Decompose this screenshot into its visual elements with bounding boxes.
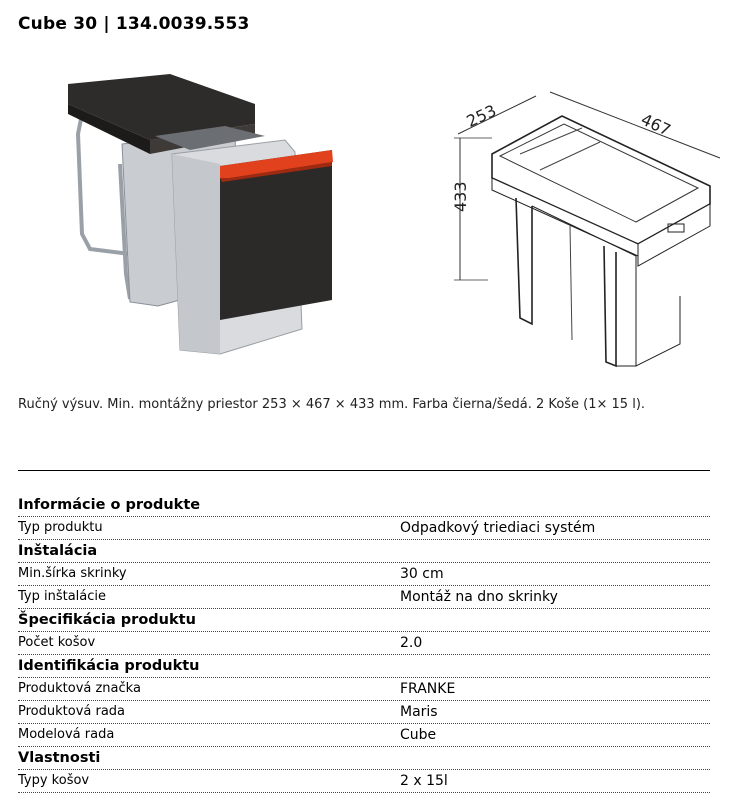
product-description: Ručný výsuv. Min. montážny priestor 253 × 467 × 433 mm. Farba čierna/šedá. 2 Koše (1× 15 l). xyxy=(18,397,646,412)
row-value: 2 x 15l xyxy=(400,773,448,789)
technical-drawing xyxy=(440,86,725,376)
table-row xyxy=(18,678,710,701)
row-label: Produktová značka xyxy=(18,681,141,696)
spec-table xyxy=(18,494,710,793)
row-label: Min.šírka skrinky xyxy=(18,566,127,581)
row-label: Modelová rada xyxy=(18,727,115,742)
section-heading: Vlastnosti xyxy=(18,747,710,770)
section-heading: Identifikácia produktu xyxy=(18,655,710,678)
row-value: Maris xyxy=(400,704,438,720)
row-label: Produktová rada xyxy=(18,704,126,719)
width-dimension: 253 xyxy=(463,100,500,131)
row-value: Montáž na dno skrinky xyxy=(400,589,558,605)
row-label: Typy košov xyxy=(18,773,90,788)
row-value: Cube xyxy=(400,727,437,743)
table-row xyxy=(18,724,710,747)
row-value: Odpadkový triediaci systém xyxy=(400,520,596,536)
page-title: Cube 30 | 134.0039.553 xyxy=(18,14,250,34)
depth-dimension: 467 xyxy=(638,109,674,140)
row-value: 30 cm xyxy=(400,566,444,582)
table-row xyxy=(18,586,710,609)
section-heading: Informácie o produkte xyxy=(18,494,710,517)
product-photo xyxy=(60,74,340,359)
table-row xyxy=(18,701,710,724)
row-label: Typ produktu xyxy=(18,520,103,535)
table-row xyxy=(18,563,710,586)
row-value: FRANKE xyxy=(400,681,456,697)
height-dimension: 433 xyxy=(451,181,470,212)
section-divider xyxy=(18,470,710,471)
table-row xyxy=(18,517,710,540)
row-label: Typ inštalácie xyxy=(18,589,107,604)
table-row xyxy=(18,770,710,793)
row-label: Počet košov xyxy=(18,635,96,650)
section-heading: Špecifikácia produktu xyxy=(18,609,710,632)
table-row xyxy=(18,632,710,655)
row-value: 2.0 xyxy=(400,635,423,651)
section-heading: Inštalácia xyxy=(18,540,710,563)
